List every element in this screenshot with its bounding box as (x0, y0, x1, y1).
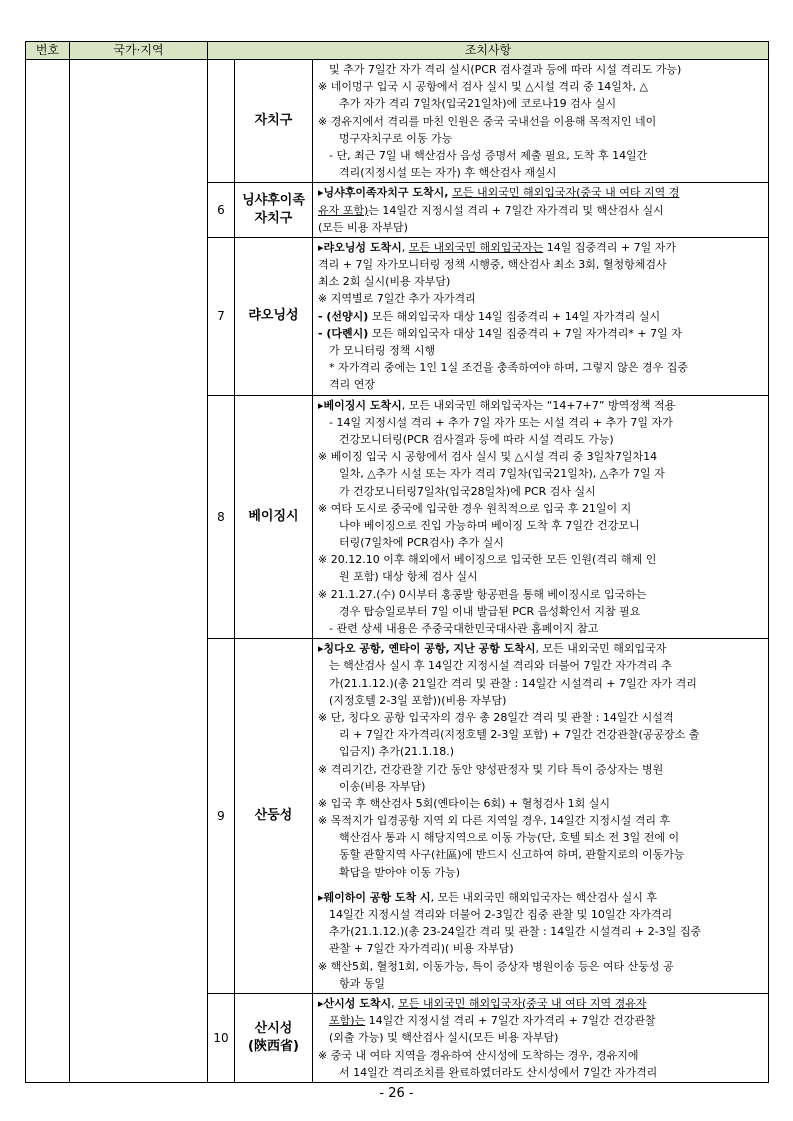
measure-text: ▸닝샤후이족자치구 도착시, 모든 내외국민 해외입국자(중국 내 여타 지역 경 유자 포함)는 14일간 지정시설 격리 + 7일간 자가격리 및 핵산검사 실시 (모든 비용 자부담) (313, 183, 769, 238)
row-index: 6 (208, 183, 235, 238)
country-cell (70, 60, 208, 1083)
row-index: 9 (208, 639, 235, 994)
measure-text: ▸칭다오 공항, 옌타이 공항, 지난 공항 도착시, 모든 내외국민 해외입국자 는 핵산검사 실시 후 14일간 지정시설 격리와 더불어 7일간 자가격리 추 가(21.1.12.)(총 21일간 격리 및 관찰 : 14일간 시설격리 + 7일간 자가 격리 (지정호텔 2-3일 포함))(비용 자부담) ※ 단, 칭다오 공항 입국자의 경우 총 28일간 격리 및 관찰 : 14일간 시설격 리 + 7일간 자가격리(지정호텔 2-3일 포함) + 7일간 건강관찰(공공장소 출 입금지) 추가(21.1.18.) ※ 격리기간, 건강관찰 기간 동안 양성판정자 및 기타 특이 증상자는 병원 이송(비용 자부담) ※ 입국 후 핵산검사 5회(옌타이는 6회) + 혈청검사 1회 실시 ※ 목적지가 입경공항 지역 외 다른 지역일 경우, 14일간 지정시설 격리 후 핵산검사 통과 시 해당지역으로 이동 가능(단, 호텔 퇴소 전 3일 전에 이 동할 관할지역 사구(社區)에 반드시 신고하여 하며, 관할지로의 이동가능 확답을 받아야 이동 가능) ▸웨이하이 공항 도착 시, 모든 내외국민 해외입국자는 핵산검사 실시 후 14일간 지정시설 격리와 더불어 2-3일간 집중 관찰 및 10일간 자가격리 추가(21.1.12.)(총 23-24일간 격리 및 관찰 : 14일간 시설격리 + 2-3일 집중 관찰 + 7일간 자가격리)( 비용 자부담) ※ 핵산5회, 혈청1회, 이동가능, 특이 증상자 병원이송 등은 여타 산둥성 공 항과 동일 (313, 639, 769, 994)
measure-text: ▸베이징시 도착시, 모든 내외국민 해외입국자는 “14+7+7” 방역정책 적용 - 14일 지정시설 격리 + 추가 7일 자가 또는 시설 격리 + 추가 7일 자가 건강모니터링(PCR 검사결과 등에 따라 시설 격리도 가능) ※ 베이징 입국 시 공항에서 검사 실시 및 △시설 격리 중 3일차7일차14 일차, △추가 시설 또는 자가 격리 7일차(입국21일차), △추가 7일 자 가 건강모니터링7일차(입국28일차)에 PCR 검사 실시 ※ 여타 도시로 중국에 입국한 경우 원칙적으로 입국 후 21일이 지 나야 베이징으로 진입 가능하며 베이징 도착 후 7일간 건강모니 터링(7일차에 PCR검사) 추가 실시 ※ 20.12.10 이후 해외에서 베이징으로 입국한 모든 인원(격리 해제 인 원 포함) 대상 항체 검사 실시 ※ 21.1.27.(수) 0시부터 홍콩발 항공편을 통해 베이징시로 입국하는 경우 탑승일로부터 7일 이내 발급된 PCR 음성확인서 지참 필요 - 관련 상세 내용은 주중국대한민국대사관 홈페이지 참고 (313, 395, 769, 639)
quarantine-measures-table (25, 41, 769, 1083)
row-index (208, 60, 235, 183)
region-name: 산시성 (陝西省) (235, 993, 313, 1082)
measure-text: ▸산시성 도착시, 모든 내외국민 해외입국자(중국 내 여타 지역 경유자 포함)는 14일간 지정시설 격리 + 7일간 자가격리 + 7일간 건강관찰 (외출 가능) 및 핵산검사 실시(모든 비용 자부담) ※ 중국 내 여타 지역을 경유하여 산시성에 도착하는 경우, 경유지에 서 14일간 격리조치를 완료하였더라도 산시성에서 7일간 자가격리 (313, 993, 769, 1082)
page-number: - 26 - (379, 1086, 414, 1101)
region-name: 베이징시 (235, 395, 313, 639)
region-name: 산둥성 (235, 639, 313, 994)
header-number: 번호 (26, 42, 70, 60)
table-header-row (26, 42, 769, 60)
number-cell (26, 60, 70, 1083)
row-index: 10 (208, 993, 235, 1082)
row-index: 7 (208, 237, 235, 395)
measure-text: 및 추가 7일간 자가 격리 실시(PCR 검사결과 등에 따라 시설 격리도 가능) ※ 네이멍구 입국 시 공항에서 검사 실시 및 △시설 격리 중 14일차, △ 추가 자가 격리 7일차(입국21일차)에 코로나19 검사 실시 ※ 경유지에서 격리를 마친 인원은 중국 국내선을 이용해 목적지인 네이 멍구자치구로 이동 가능 - 단, 최근 7일 내 핵산검사 음성 증명서 제출 필요, 도착 후 14일간 격리(지정시설 또는 자가) 후 핵산검사 재실시 (313, 60, 769, 183)
header-measures: 조치사항 (208, 42, 769, 60)
row-index: 8 (208, 395, 235, 639)
measure-text: ▸랴오닝성 도착시, 모든 내외국민 해외입국자는 14일 집중격리 + 7일 자가 격리 + 7일 자가모니터링 정책 시행중, 핵산검사 최소 3회, 혈청항체검사 최소 2회 실시(비용 자부담) ※ 지역별로 7일간 추가 자가격리 - (선양시) 모든 해외입국자 대상 14일 집중격리 + 14일 자가격리 실시 - (다롄시) 모든 해외입국자 대상 14일 집중격리 + 7일 자가격리* + 7일 자 가 모니터링 정책 시행 * 자가격리 중에는 1인 1실 조건을 충족하여야 하며, 그렇지 않은 경우 집중 격리 연장 (313, 237, 769, 395)
region-name: 자치구 (235, 60, 313, 183)
header-country-region: 국가·지역 (70, 42, 208, 60)
region-name: 닝샤후이족 자치구 (235, 183, 313, 238)
region-name: 랴오닝성 (235, 237, 313, 395)
table-row (26, 60, 769, 183)
